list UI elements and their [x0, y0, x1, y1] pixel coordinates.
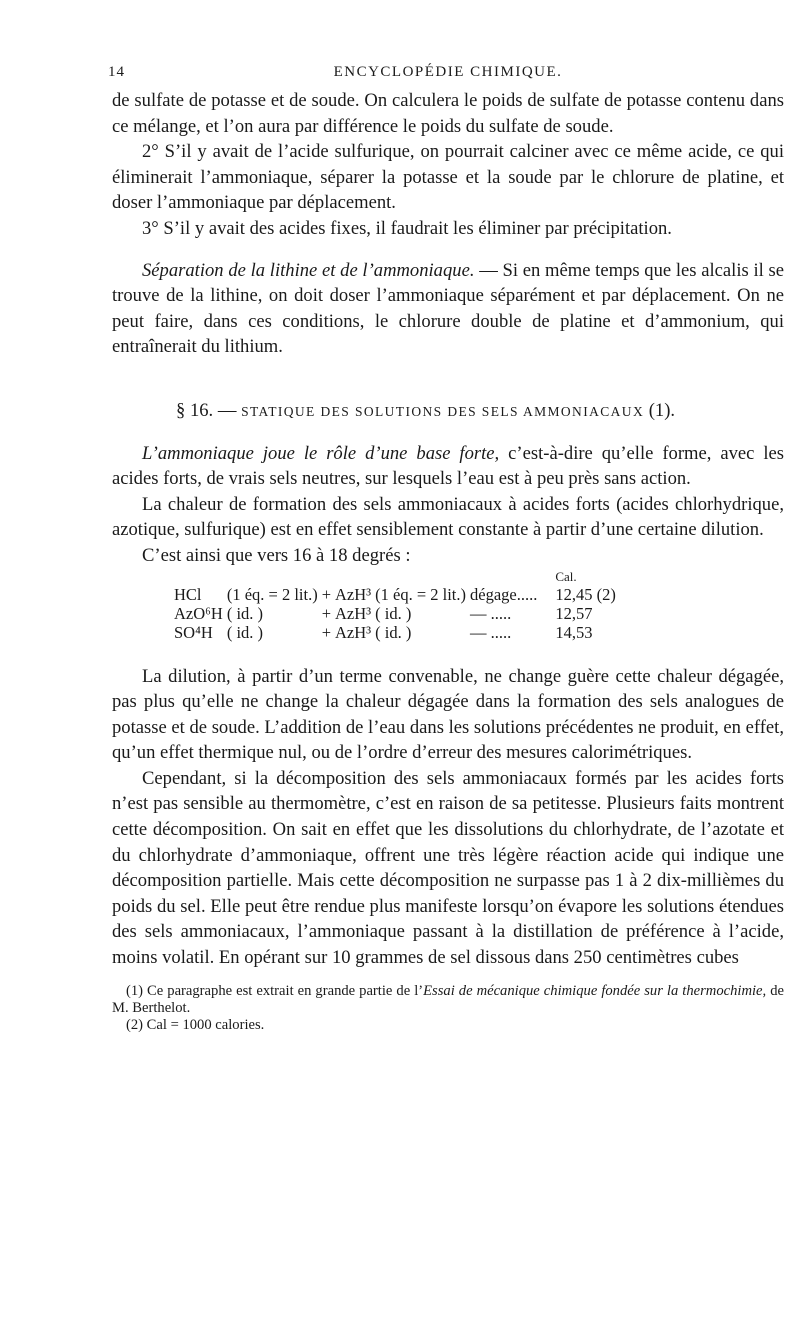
- footnote-1: [112, 983, 784, 1017]
- base-formula: AzH³: [335, 622, 372, 642]
- paragraph-2: 2° S’il y avait de l’acide sulfurique, on pourrait calciner avec ce même acide, ce qui éliminerait l’ammoniaque, séparer la potasse et la soude par le chlorure de platine, et doser l’ammoniaque par déplacement.: [112, 141, 784, 214]
- section-title: STATIQUE DES SOLUTIONS DES SELS AMMONIACAUX: [241, 403, 645, 419]
- running-head: [108, 64, 784, 88]
- result-text: — .....: [470, 603, 512, 623]
- plus-sign: +: [321, 622, 332, 642]
- paragraph-separation: [112, 258, 784, 360]
- page: [108, 64, 785, 1034]
- heat-value: 12,45 (2): [555, 584, 616, 604]
- plus-sign: +: [321, 603, 332, 623]
- base-forte-text: c’est-à-dire qu’elle forme, avec les acides forts, de vrais sels neutres, sur lesquels l’eau est à peu près sans action.: [112, 442, 785, 490]
- paragraph-chaleur: La chaleur de formation des sels ammoniacaux à acides forts (acides chlorhydrique, azotique, sulfurique) est en effet sensiblement constante à partir d’une certaine dilution.: [112, 493, 784, 541]
- separation-heading: Séparation de la lithine et de l’ammoniaque.: [142, 259, 475, 281]
- heat-value: 14,53: [555, 622, 593, 642]
- table-row: [174, 585, 620, 604]
- table-row: [174, 623, 620, 642]
- result-text: — .....: [470, 622, 512, 642]
- running-title: ENCYCLOPÉDIE CHIMIQUE.: [333, 64, 563, 80]
- acid-formula: HCl: [174, 584, 202, 604]
- acid-amount: ( id. ): [226, 603, 264, 623]
- heat-value: 12,57: [555, 603, 593, 623]
- section-footnote-ref: (1).: [644, 399, 676, 421]
- paragraph-cependant: Cependant, si la décomposition des sels ammoniacaux formés par les acides forts n’est pas sensible au thermomètre, c’est en raison de sa petitesse. Plusieurs faits montrent cette décomposition. On sait en effet que les dissolutions du chlorhydrate, de l’azotate et du chlorhydrate d’ammoniaque, offrent une très légère réaction acide qui indique une décomposition partielle. Mais cette décomposition ne surpasse pas 1 à 2 dix-millièmes du poids du sel. Elle peut être rendue plus manifeste lorsqu’on évapore les solutions étendues des sels ammoniacaux, l’ammoniaque passant à la distillation de préférence à l’acide, moins volatil. En opérant sur 10 grammes de sel dissous dans 250 centimètres cubes: [112, 767, 784, 969]
- footnote-2: (2) Cal = 1000 calories.: [126, 1016, 265, 1033]
- unit-label: Cal.: [555, 568, 577, 584]
- acid-amount: (1 éq. = 2 lit.): [226, 584, 318, 604]
- result-text: dégage.....: [470, 584, 538, 604]
- plus-sign: +: [321, 584, 332, 604]
- page-number: 14: [108, 64, 125, 80]
- footnote-1-start: (1) Ce paragraphe est extrait en grande partie de l’: [126, 982, 424, 999]
- base-forte-emphasis: L’ammoniaque joue le rôle d’une base forte,: [142, 442, 500, 464]
- base-amount: ( id. ): [375, 603, 412, 623]
- paragraph-dilution: La dilution, à partir d’un terme convenable, ne change guère cette chaleur dégagée, pas plus qu’elle ne change la chaleur dégagée dans la formation des sels analogues de potasse et de soude. L’addition de l’eau dans les solutions précédentes ne produit, en effet, qu’un effet thermique nul, ou de l’ordre d’erreur des mesures calorimétriques.: [112, 665, 784, 764]
- footnote-1-end: de M. Berthelot.: [112, 982, 784, 1016]
- table-row: [174, 604, 620, 623]
- separation-text: — Si en même temps que les alcalis il se trouve de la lithine, on doit doser l’ammoniaque séparément et par déplacement. On ne peut faire, dans ces conditions, le chlorure double de platine et d’ammonium, qui entraînerait du lithium.: [112, 259, 785, 358]
- acid-formula: AzO⁶H: [174, 603, 223, 623]
- paragraph-vers: C’est ainsi que vers 16 à 18 degrés :: [142, 544, 411, 566]
- base-formula: AzH³: [335, 584, 372, 604]
- section-number: § 16. —: [176, 399, 242, 421]
- footnotes: [112, 983, 784, 1034]
- acid-formula: SO⁴H: [174, 622, 213, 642]
- section-heading: [112, 398, 784, 425]
- footnote-1-title: Essai de mécanique chimique fondée sur la thermochimie,: [423, 982, 767, 999]
- base-formula: AzH³: [335, 603, 372, 623]
- paragraph-3: 3° S’il y avait des acides fixes, il faudrait les éliminer par précipitation.: [142, 217, 672, 239]
- acid-amount: ( id. ): [226, 622, 264, 642]
- paragraph-base-forte: [112, 441, 784, 492]
- base-amount: (1 éq. = 2 lit.): [375, 584, 466, 604]
- base-amount: ( id. ): [375, 622, 412, 642]
- paragraph-1: de sulfate de potasse et de soude. On calculera le poids de sulfate de potasse contenu dans ce mélange, et l’on aura par différence le poids du sulfate de soude.: [112, 90, 784, 137]
- thermochemistry-table: [174, 569, 620, 642]
